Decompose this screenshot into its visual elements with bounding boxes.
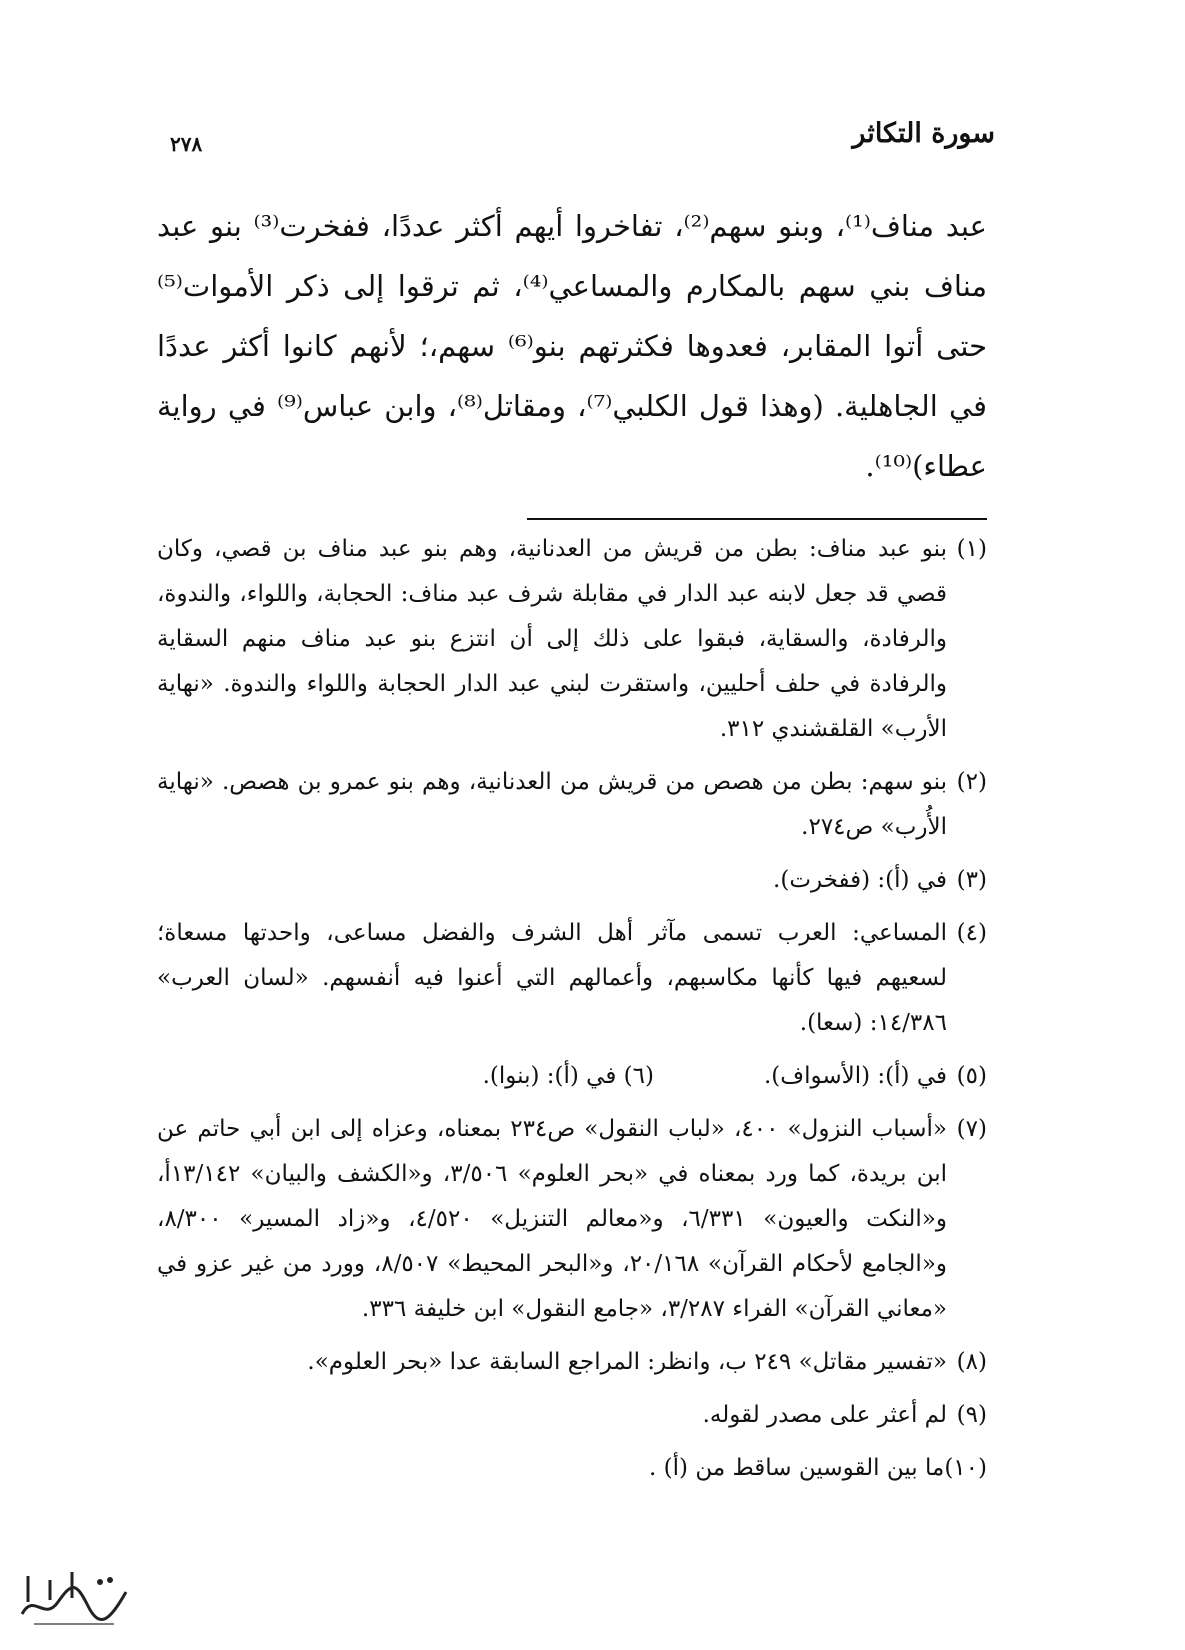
footnote-2: [157, 760, 987, 850]
footnote-number: (٧): [956, 1116, 987, 1142]
footnote-text: ما بين القوسين ساقط من (أ) .: [649, 1455, 945, 1481]
footnote-4: [157, 911, 987, 1046]
page-number: ٢٧٨: [170, 132, 203, 156]
footnote-number: (٤): [956, 920, 987, 946]
footnote-number: (٩): [956, 1402, 987, 1428]
footnote-text: المساعي: العرب تسمى مآثر أهل الشرف والفضل مساعى، واحدتها مسعاة؛ لسعيهم فيها كأنها مكاسبهم، وأعمالهم التي أعنوا فيه أنفسهم. «لسان العرب» ١٤/٣٨٦: (سعا).: [157, 920, 947, 1036]
page-header: [170, 118, 995, 166]
footnote-1: [157, 527, 987, 752]
main-paragraph: عبد مناف⁽¹⁾، وبنو سهم⁽²⁾، تفاخروا أيهم أكثر عددًا، ففخرت⁽³⁾ بنو عبد مناف بني سهم بالمكارم والمساعي⁽⁴⁾، ثم ترقوا إلى ذكر الأموات⁽⁵⁾ حتى أتوا المقابر، فعدوها فكثرتهم بنو⁽⁶⁾ سهم،؛ لأنهم كانوا أكثر عددًا في الجاهلية. (وهذا قول الكلبي⁽⁷⁾، ومقاتل⁽⁸⁾، وابن عباس⁽⁹⁾ في رواية عطاء)⁽¹⁰⁾.: [157, 209, 988, 483]
footnote-divider: [527, 518, 987, 520]
footnote-number: (١٠): [944, 1455, 987, 1481]
footnote-number: (٢): [956, 769, 987, 795]
footnote-text: بنو سهم: بطن من هصص من قريش من العدنانية، وهم بنو عمرو بن هصص. «نهاية الأُرب» ص٢٧٤.: [157, 769, 947, 840]
footnote-number: (٦): [623, 1063, 654, 1089]
surah-title: سورة التكاثر: [852, 118, 995, 149]
footnote-number: (٣): [956, 867, 987, 893]
main-text: [157, 196, 987, 496]
footnote-7: [157, 1107, 987, 1332]
stamp-graphic: [14, 1562, 134, 1632]
footnote-text: في (أ): (بنوا).: [482, 1063, 617, 1089]
footnote-number: (١): [956, 536, 987, 562]
footnote-text: في (أ): (ففخرت).: [773, 867, 947, 893]
footnote-text: «أسباب النزول» ٤٠٠، «لباب النقول» ص٢٣٤ بمعناه، وعزاه إلى ابن أبي حاتم عن ابن بريدة، كما ورد بمعناه في «بحر العلوم» ٣/٥٠٦، و«الكشف والبيان» ١٣/١٤٢أ، و«النكت والعيون» ٦/٣٣١، و«معالم التنزيل» ٤/٥٢٠، و«زاد المسير» ٨/٣٠٠، و«الجامع لأحكام القرآن» ٢٠/١٦٨، و«البحر المحيط» ٨/٥٠٧، وورد من غير عزو في «معاني القرآن» الفراء ٣/٢٨٧، «جامع النقول» ابن خليفة ٣٣٦.: [157, 1116, 948, 1322]
footnote-5-6: [157, 1054, 987, 1099]
footnote-3: [157, 858, 987, 903]
footnote-text: في (أ): (الأسواف).: [763, 1063, 947, 1089]
footnote-number: (٨): [956, 1349, 987, 1375]
calligraphy-logo-icon: [14, 1562, 134, 1632]
footnote-10: [157, 1446, 987, 1491]
footnote-text: بنو عبد مناف: بطن من قريش من العدنانية، وهم بنو عبد مناف بن قصي، وكان قصي قد جعل لابنه عبد الدار في مقابلة شرف عبد مناف: الحجابة، واللواء، والندوة، والرفادة، والسقاية، فبقوا على ذلك إلى أن انتزع بنو عبد مناف منهم السقاية والرفادة في حلف أحليين، واستقرت لبني عبد الدار الحجابة واللواء والندوة. «نهاية الأرب» القلقشندي ٣١٢.: [157, 536, 947, 742]
footnote-text: لم أعثر على مصدر لقوله.: [702, 1402, 947, 1428]
footnote-8: [157, 1340, 987, 1385]
footnote-number: (٥): [956, 1063, 987, 1089]
footnotes: [157, 527, 987, 1499]
footnote-9: [157, 1393, 987, 1438]
footnote-text: «تفسير مقاتل» ٢٤٩ ب، وانظر: المراجع السابقة عدا «بحر العلوم».: [307, 1349, 947, 1375]
